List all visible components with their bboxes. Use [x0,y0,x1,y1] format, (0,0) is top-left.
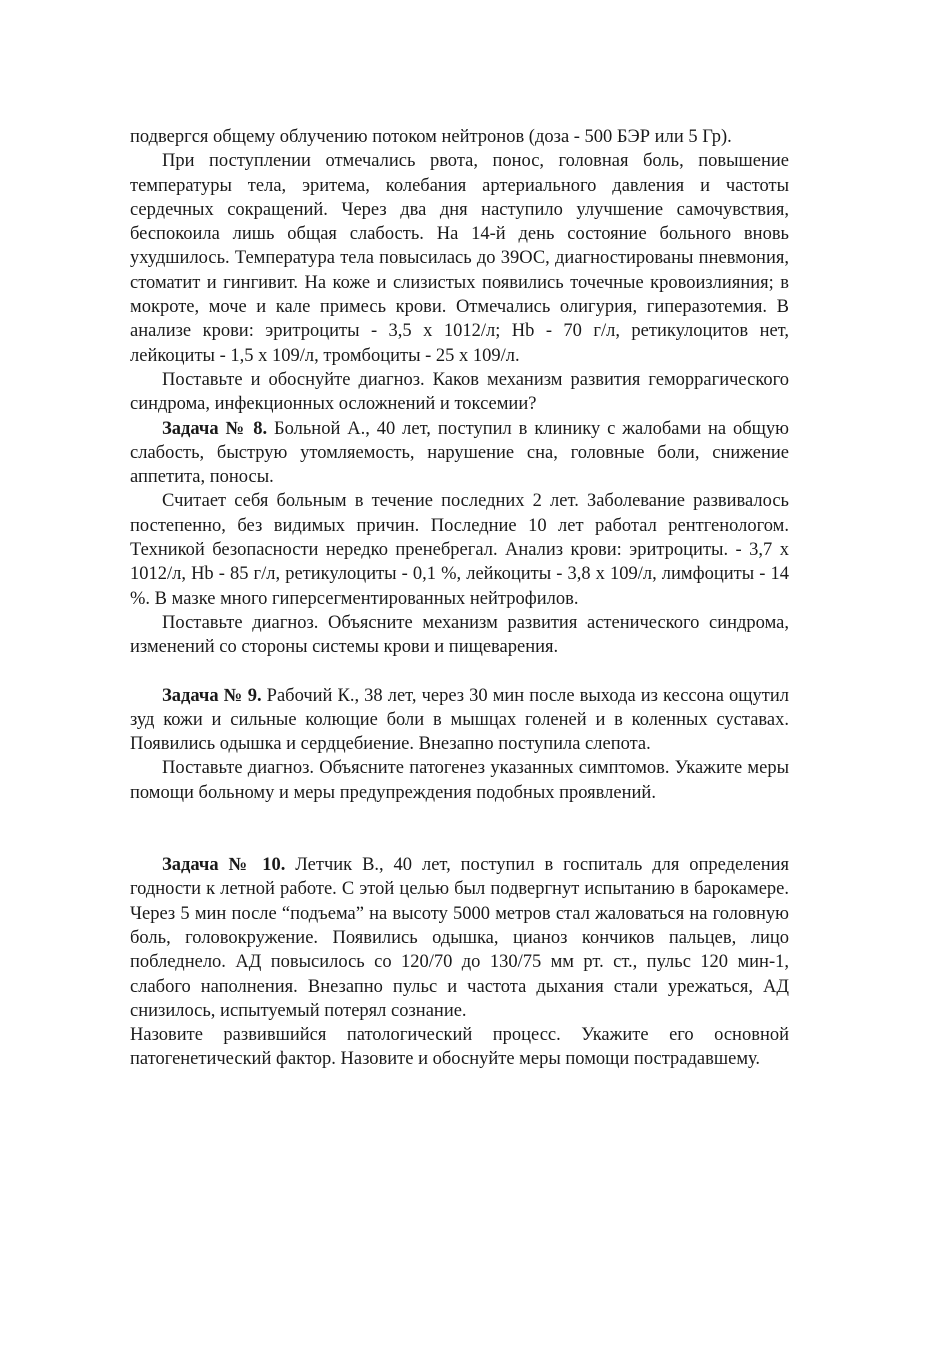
task-9-text: Рабочий К., 38 лет, через 30 мин после выхода из кессона ощутил зуд кожи и сильные колющие боли в мышцах голеней и в коленных суставах. Появились одышка и сердцебиение. Внезапно поступила слепота. [130,685,790,755]
task-9-paragraph-1 [130,684,789,757]
task-10-paragraph-1 [130,853,789,1023]
document-page [130,125,789,1072]
task-8-paragraph-2: Считает себя больным в течение последних 2 лет. Заболевание развивалось постепенно, без видимых причин. Последние 10 лет работал рентгенологом. Техникой безопасности нередко пренебрегал. Анализ крови: эритроциты. - 3,7 х 1012/л, Hb - 85 г/л, ретикулоциты - 0,1 %, лейкоциты - 3,8 х 109/л, лимфоциты - 14 %. В мазке много гиперсегментированных нейтрофилов. [130,491,789,609]
task-8-question: Поставьте диагноз. Объясните механизм развития астенического синдрома, изменений со стороны системы крови и пищеварения. [130,612,789,658]
task-9-question: Поставьте диагноз. Объясните патогенез указанных симптомов. Укажите меры помощи больному и меры предупреждения подобных проявлений. [130,758,789,803]
spacer [130,805,789,853]
task-9-title: Задача № 9. [162,685,262,706]
task-10-text: Летчик В., 40 лет, поступил в госпиталь для определения годности к летной работе. С этой целью был подвергнут испытанию в барокамере. Через 5 мин после “подъема” на высоту 5000 метров стал жаловаться на головную боль, головокружение. Появились одышка, цианоз кончиков пальцев, лицо побледнело. АД повысилось со 120/70 до 130/75 мм рт. ст., пульс 120 мин-1, слабого наполнения. Внезапно пульс и частота дыхания стали урежаться, АД снизилось, испытуемый потерял сознание. [130,855,789,1021]
intro-paragraph-1: подвергся общему облучению потоком нейтронов (доза - 500 БЭР или 5 Гр). [130,127,732,147]
task-10-question: Назовите развившийся патологический процесс. Укажите его основной патогенетический фактор. Назовите и обоснуйте меры помощи пострадавшему. [130,1025,789,1070]
task-8-title: Задача № 8. [162,418,268,439]
intro-question: Поставьте и обоснуйте диагноз. Каков механизм развития геморрагического синдрома, инфекционных осложнений и токсемии? [130,369,789,415]
task-8-paragraph-1 [130,417,789,490]
task-8-text: Больной А., 40 лет, поступил в клинику с жалобами на общую слабость, быструю утомляемость, нарушение сна, головные боли, снижение аппетита, поносы. [130,418,789,488]
task-10-title: Задача № 10. [162,855,286,876]
intro-paragraph-2: При поступлении отмечались рвота, понос, головная боль, повышение температуры тела, эритема, колебания артериального давления и частоты сердечных сокращений. Через два дня наступило улучшение самочувствия, беспокоила лишь общая слабость. На 14-й день состояние больного вновь ухудшилось. Температура тела повысилась до 39ОС, диагностированы пневмония, стоматит и гингивит. На коже и слизистых появились точечные кровоизлияния; в мокроте, моче и кале примесь крови. Отмечались олигурия, гиперазотемия. В анализе крови: эритроциты - 3,5 х 1012/л; Hb - 70 г/л, ретикулоцитов нет, лейкоциты - 1,5 х 109/л, тромбоциты - 25 х 109/л. [130,151,789,366]
spacer [130,660,789,684]
